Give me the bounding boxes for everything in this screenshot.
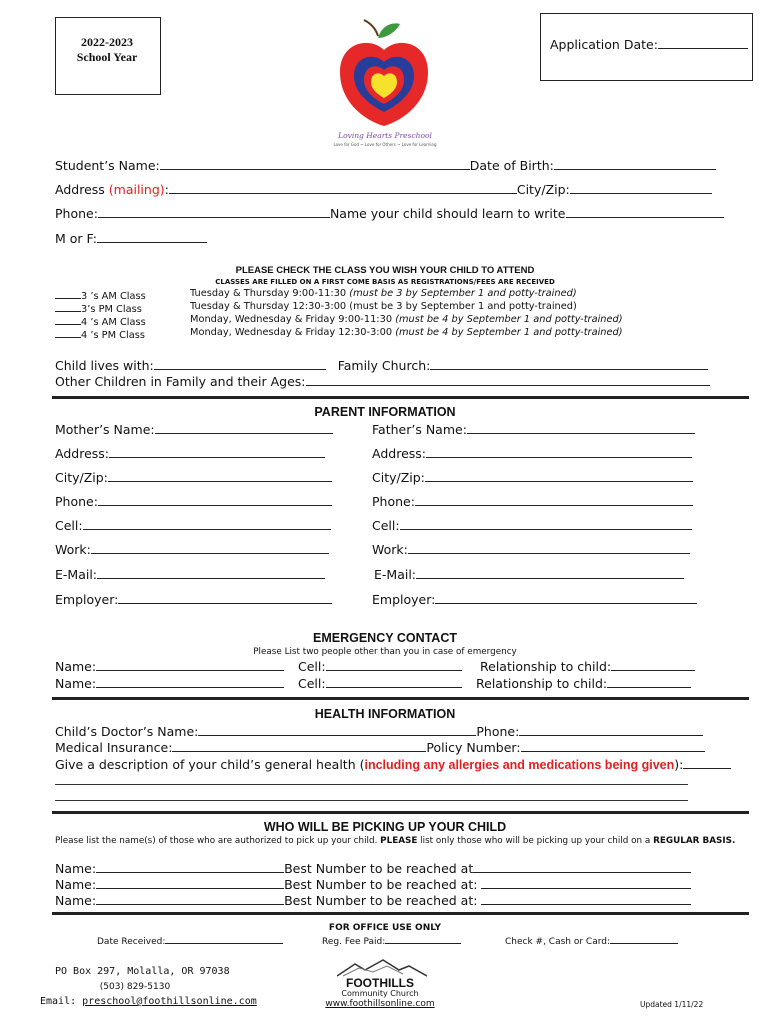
school-year-line2: School Year [76, 50, 138, 64]
health-row: Medical Insurance: Policy Number: [55, 739, 705, 755]
emergency-cell-field[interactable] [326, 658, 462, 671]
health-desc-field[interactable] [683, 756, 731, 769]
pickup-name-field[interactable] [96, 892, 284, 905]
father-phone-field[interactable] [415, 493, 693, 506]
class-schedule: Tuesday & Thursday 12:30-3:00 (must be 3 by September 1 and potty-trained) [190, 301, 577, 312]
mother-phone-field[interactable] [98, 493, 332, 506]
church-field[interactable] [430, 357, 708, 370]
mountains-icon [337, 958, 427, 978]
student-mf-row: M or F: [55, 230, 207, 246]
policy-number-field[interactable] [521, 739, 705, 752]
logo-tagline: Love for God ~ Love for Others ~ Love for Learning [333, 142, 437, 147]
mailing-label: (mailing) [108, 182, 165, 197]
office-row: Check #, Cash or Card: [505, 934, 678, 947]
parent-row: Phone: [55, 493, 332, 509]
class-checkbox[interactable] [55, 314, 81, 325]
emergency-cell-field[interactable] [326, 675, 462, 688]
parent-row: Work: [55, 541, 329, 557]
parent-row: City/Zip: [372, 469, 693, 485]
health-row: Give a description of your child’s general health (including any allergies and medications being given): [55, 756, 731, 772]
mother-employer-field[interactable] [118, 591, 332, 604]
insurance-field[interactable] [172, 739, 426, 752]
logo-name: Loving Hearts Preschool [338, 131, 432, 140]
emergency-relationship-field[interactable] [607, 675, 691, 688]
mf-field[interactable] [97, 230, 207, 243]
doctor-phone-field[interactable] [519, 723, 703, 736]
parent-row: Phone: [372, 493, 693, 509]
church-url[interactable]: www.foothillsonline.com [325, 999, 435, 1009]
student-phone-row: Phone: Name your child should learn to write [55, 205, 724, 221]
emergency-row: Name: [55, 658, 284, 674]
mother-email-field[interactable] [97, 566, 325, 579]
father-name-field[interactable] [467, 421, 695, 434]
parent-row: E-Mail: [55, 566, 325, 582]
pickup-row: Name: Best Number to be reached at: [55, 876, 691, 892]
pickup-row: Name: Best Number to be reached at: [55, 892, 691, 908]
pickup-instructions: Please list the name(s) of those who are authorized to pick up your child. PLEASE list only those who will be picking up your child on a REGULAR BASIS. [55, 836, 736, 846]
pickup-number-field[interactable] [473, 860, 691, 873]
class-schedule: Tuesday & Thursday 9:00-11:30 (must be 3 by September 1 and potty-trained) [190, 288, 577, 299]
class-row: 3 ’s AM Class [55, 288, 146, 302]
footer-address: PO Box 297, Molalla, OR 97038 [55, 966, 230, 977]
mother-work-field[interactable] [91, 541, 329, 554]
other-children-row: Other Children in Family and their Ages: [55, 373, 710, 389]
student-cityzip-field[interactable] [570, 181, 712, 194]
application-date-field[interactable] [658, 36, 748, 49]
class-checkbox[interactable] [55, 327, 81, 338]
health-desc-line[interactable] [55, 800, 688, 801]
student-name-row: Student’s Name: Date of Birth: [55, 157, 716, 173]
emergency-row: Cell: [298, 675, 462, 691]
student-address-field[interactable] [169, 181, 517, 194]
father-email-field[interactable] [416, 566, 684, 579]
father-work-field[interactable] [408, 541, 690, 554]
student-name-field[interactable] [160, 157, 470, 170]
pickup-row: Name: Best Number to be reached at [55, 860, 691, 876]
mother-cityzip-field[interactable] [108, 469, 332, 482]
class-schedule: Monday, Wednesday & Friday 9:00-11:30 (must be 4 by September 1 and potty-trained) [190, 314, 623, 325]
footer-phone: (503) 829-5130 [99, 982, 171, 992]
pickup-heading: WHO WILL BE PICKING UP YOUR CHILD [263, 820, 507, 834]
class-checkbox[interactable] [55, 301, 81, 312]
class-row: 4 ’s PM Class [55, 327, 145, 341]
footer-email-row: Email: preschool@foothillsonline.com [40, 996, 257, 1007]
emergency-name-field[interactable] [96, 658, 284, 671]
pickup-name-field[interactable] [96, 860, 284, 873]
doctor-name-field[interactable] [198, 723, 476, 736]
email-link[interactable]: preschool@foothillsonline.com [82, 996, 257, 1007]
father-address-field[interactable] [426, 445, 692, 458]
parent-row: Mother’s Name: [55, 421, 333, 437]
pickup-name-field[interactable] [96, 876, 284, 889]
pickup-number-field[interactable] [481, 876, 691, 889]
parent-row: Father’s Name: [372, 421, 695, 437]
class-row: 4 ’s AM Class [55, 314, 146, 328]
check-field[interactable] [610, 934, 678, 944]
parent-heading: PARENT INFORMATION [314, 405, 456, 419]
emergency-row: Cell: [298, 658, 462, 674]
date-received-field[interactable] [165, 934, 283, 944]
learn-name-field[interactable] [566, 205, 724, 218]
office-heading: FOR OFFICE USE ONLY [328, 923, 442, 933]
parent-row: Address: [372, 445, 692, 461]
class-row: 3’s PM Class [55, 301, 142, 315]
parent-row: E-Mail: [374, 566, 684, 582]
lives-with-row: Child lives with: Family Church: [55, 357, 708, 373]
parent-row: City/Zip: [55, 469, 332, 485]
father-employer-field[interactable] [435, 591, 697, 604]
parent-row: Address: [55, 445, 325, 461]
office-row: Reg. Fee Paid: [322, 934, 461, 947]
emergency-row: Relationship to child: [480, 658, 695, 674]
church-sub: Community Church [341, 989, 419, 998]
dob-field[interactable] [554, 157, 716, 170]
description-red: including any allergies and medications being given [364, 758, 675, 772]
section-divider [52, 811, 749, 814]
class-checkbox[interactable] [55, 288, 81, 299]
emergency-row: Relationship to child: [476, 675, 691, 691]
emergency-subheading: Please List two people other than you in case of emergency [253, 647, 517, 657]
parent-row: Employer: [372, 591, 697, 607]
pickup-number-field[interactable] [481, 892, 691, 905]
parent-row: Work: [372, 541, 690, 557]
lives-with-field[interactable] [154, 357, 326, 370]
parent-row: Cell: [372, 517, 692, 533]
father-cell-field[interactable] [400, 517, 692, 530]
health-heading: HEALTH INFORMATION [314, 707, 456, 721]
mother-cell-field[interactable] [83, 517, 331, 530]
classes-subheading: CLASSES ARE FILLED ON A FIRST COME BASIS AS REGISTRATIONS/FEES ARE RECEIVED [215, 278, 555, 286]
class-schedule: Monday, Wednesday & Friday 12:30-3:00 (must be 4 by September 1 and potty-trained) [190, 327, 623, 338]
office-row: Date Received: [97, 934, 283, 947]
parent-row: Cell: [55, 517, 331, 533]
other-children-field[interactable] [306, 373, 710, 386]
emergency-row: Name: [55, 675, 284, 691]
application-date-label: Application Date: [550, 36, 748, 52]
health-row: Child’s Doctor’s Name: Phone: [55, 723, 703, 739]
section-divider [52, 697, 749, 700]
classes-heading: PLEASE CHECK THE CLASS YOU WISH YOUR CHILD TO ATTEND [235, 265, 535, 276]
student-phone-field[interactable] [98, 205, 330, 218]
student-address-row: Address (mailing): City/Zip: [55, 181, 712, 197]
emergency-name-field[interactable] [96, 675, 284, 688]
updated-date: Updated 1/11/22 [640, 1000, 704, 1009]
school-year-line1: 2022-2023 [81, 35, 133, 49]
father-cityzip-field[interactable] [425, 469, 693, 482]
section-divider [52, 912, 749, 915]
section-divider [52, 396, 749, 399]
health-desc-line[interactable] [55, 784, 688, 785]
emergency-relationship-field[interactable] [611, 658, 695, 671]
parent-row: Employer: [55, 591, 332, 607]
mother-address-field[interactable] [109, 445, 325, 458]
emergency-heading: EMERGENCY CONTACT [313, 631, 457, 645]
mother-name-field[interactable] [155, 421, 333, 434]
church-name: FOOTHILLS [346, 976, 414, 990]
reg-fee-field[interactable] [385, 934, 461, 944]
